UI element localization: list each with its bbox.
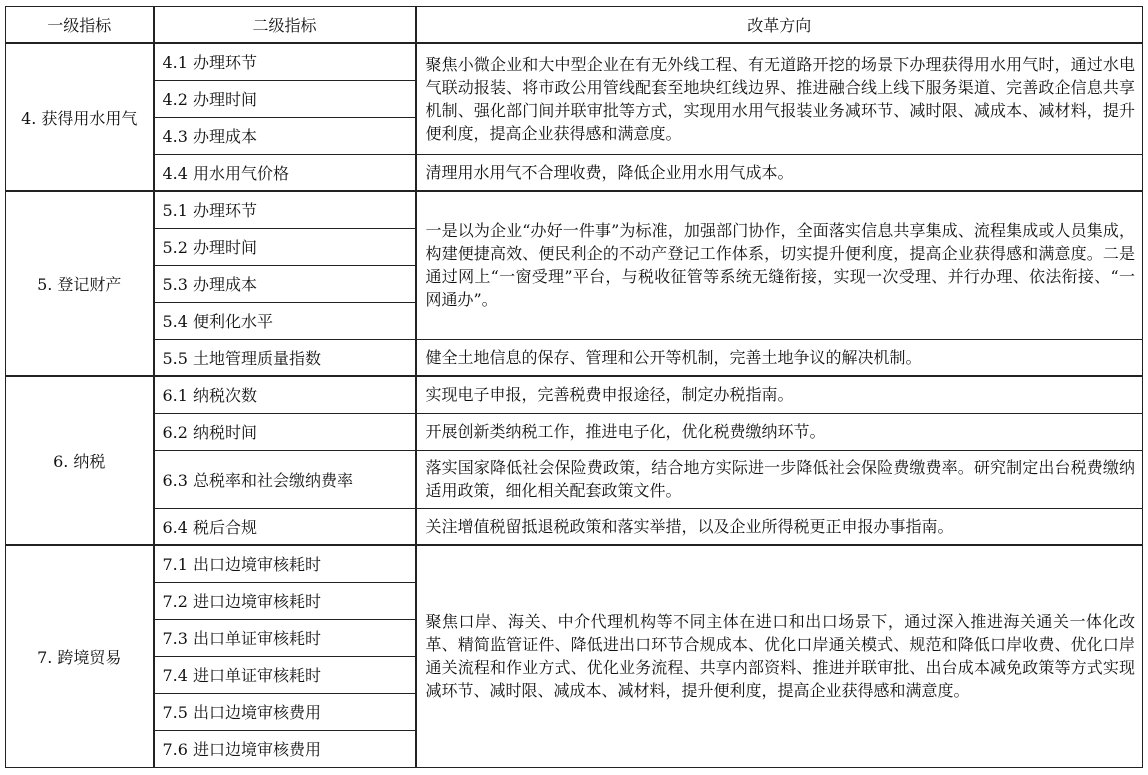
- table-row: [6, 413, 1143, 450]
- secondary-indicator-cell: 5.3 办理成本: [154, 265, 416, 302]
- secondary-indicator-cell: 5.2 办理时间: [154, 228, 416, 265]
- table-row: [6, 545, 1143, 582]
- secondary-indicator-cell: 5.4 便利化水平: [154, 302, 416, 339]
- reform-direction-cell: 清理用水用气不合理收费，降低企业用水用气成本。: [416, 154, 1143, 191]
- secondary-indicator-cell: 5.1 办理环节: [154, 191, 416, 228]
- reform-indicator-table: [5, 6, 1143, 768]
- secondary-indicator-cell: 7.1 出口边境审核耗时: [154, 545, 416, 582]
- table-row: [6, 508, 1143, 545]
- table-row: [6, 339, 1143, 376]
- secondary-indicator-cell: 7.6 进口边境审核费用: [154, 730, 416, 767]
- secondary-indicator-cell: 4.2 办理时间: [154, 80, 416, 117]
- secondary-indicator-cell: 5.5 土地管理质量指数: [154, 339, 416, 376]
- table-row: [6, 191, 1143, 228]
- secondary-indicator-cell: 7.2 进口边境审核耗时: [154, 582, 416, 619]
- reform-direction-cell: 一是以为企业“办好一件事”为标准，加强部门协作，全面落实信息共享集成、流程集成或人员集成，构建便捷高效、便民利企的不动产登记工作体系，切实提升便利度，提高企业获得感和满意度。二是通过网上“一窗受理”平台，与税收征管等系统无缝衔接，实现一次受理、并行办理、依法衔接、“一网通办”。: [416, 191, 1143, 339]
- primary-indicator-cell: 4. 获得用水用气: [6, 43, 154, 191]
- secondary-indicator-cell: 6.4 税后合规: [154, 508, 416, 545]
- secondary-indicator-cell: 6.1 纳税次数: [154, 376, 416, 413]
- primary-indicator-cell: 5. 登记财产: [6, 191, 154, 376]
- table-row: [6, 43, 1143, 80]
- reform-direction-cell: 聚焦口岸、海关、中介代理机构等不同主体在进口和出口场景下，通过深入推进海关通关一体化改革、精简监管证件、降低进出口环节合规成本、优化口岸通关模式、规范和降低口岸收费、优化口岸通关流程和作业方式、优化业务流程、共享内部资料、推进并联审批、出台成本减免政策等方式实现减环节、减时限、减成本、减材料，提升便利度，提高企业获得感和满意度。: [416, 545, 1143, 767]
- secondary-indicator-cell: 4.4 用水用气价格: [154, 154, 416, 191]
- reform-direction-cell: 开展创新类纳税工作，推进电子化，优化税费缴纳环节。: [416, 413, 1143, 450]
- table-row: [6, 450, 1143, 508]
- secondary-indicator-cell: 7.4 进口单证审核耗时: [154, 656, 416, 693]
- secondary-indicator-cell: 4.3 办理成本: [154, 117, 416, 154]
- reform-direction-cell: 健全土地信息的保存、管理和公开等机制，完善土地争议的解决机制。: [416, 339, 1143, 376]
- header-reform-direction: 改革方向: [416, 7, 1143, 44]
- secondary-indicator-cell: 7.5 出口边境审核费用: [154, 693, 416, 730]
- reform-direction-cell: 落实国家降低社会保险费政策，结合地方实际进一步降低社会保险费缴费率。研究制定出台税费缴纳适用政策，细化相关配套政策文件。: [416, 450, 1143, 508]
- reform-direction-cell: 实现电子申报，完善税费申报途径，制定办税指南。: [416, 376, 1143, 413]
- primary-indicator-cell: 7. 跨境贸易: [6, 545, 154, 767]
- reform-direction-cell: 关注增值税留抵退税政策和落实举措，以及企业所得税更正申报办事指南。: [416, 508, 1143, 545]
- table-row: [6, 376, 1143, 413]
- secondary-indicator-cell: 6.3 总税率和社会缴纳费率: [154, 450, 416, 508]
- primary-indicator-cell: 6. 纳税: [6, 376, 154, 545]
- header-row: [6, 7, 1143, 44]
- secondary-indicator-cell: 7.3 出口单证审核耗时: [154, 619, 416, 656]
- header-secondary-indicator: 二级指标: [154, 7, 416, 44]
- reform-direction-cell: 聚焦小微企业和大中型企业在有无外线工程、有无道路开挖的场景下办理获得用水用气时，通过水电气联动报装、将市政公用管线配套至地块红线边界、推进融合线上线下服务渠道、完善政企信息共享机制、强化部门间并联审批等方式，实现用水用气报装业务减环节、减时限、减成本、减材料，提升便利度，提高企业获得感和满意度。: [416, 43, 1143, 154]
- secondary-indicator-cell: 4.1 办理环节: [154, 43, 416, 80]
- table-row: [6, 154, 1143, 191]
- secondary-indicator-cell: 6.2 纳税时间: [154, 413, 416, 450]
- header-primary-indicator: 一级指标: [6, 7, 154, 44]
